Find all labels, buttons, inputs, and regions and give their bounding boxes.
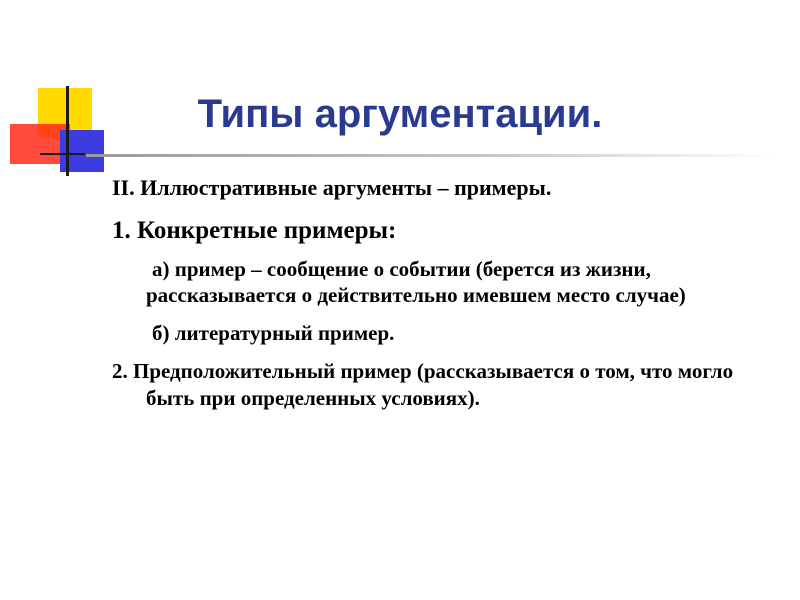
- title-underline-rule: [86, 154, 776, 157]
- item1-subitem-b: б) литературный пример.: [152, 321, 395, 345]
- item2-text: 2. Предположительный пример (рассказывается о том, что могло быть при определенных условиях).: [112, 359, 734, 410]
- section-heading: II. Иллюстративные аргументы – примеры.: [112, 175, 552, 200]
- slide-title: Типы аргументации.: [197, 92, 603, 136]
- slide-body: [112, 174, 762, 412]
- item1-heading: 1. Конкретные примеры:: [112, 217, 397, 244]
- logo-horizontal-line: [40, 153, 85, 155]
- item1-subitem-a: а) пример – сообщение о событии (берется из жизни, рассказывается о действительно имевшем место случае): [146, 257, 686, 307]
